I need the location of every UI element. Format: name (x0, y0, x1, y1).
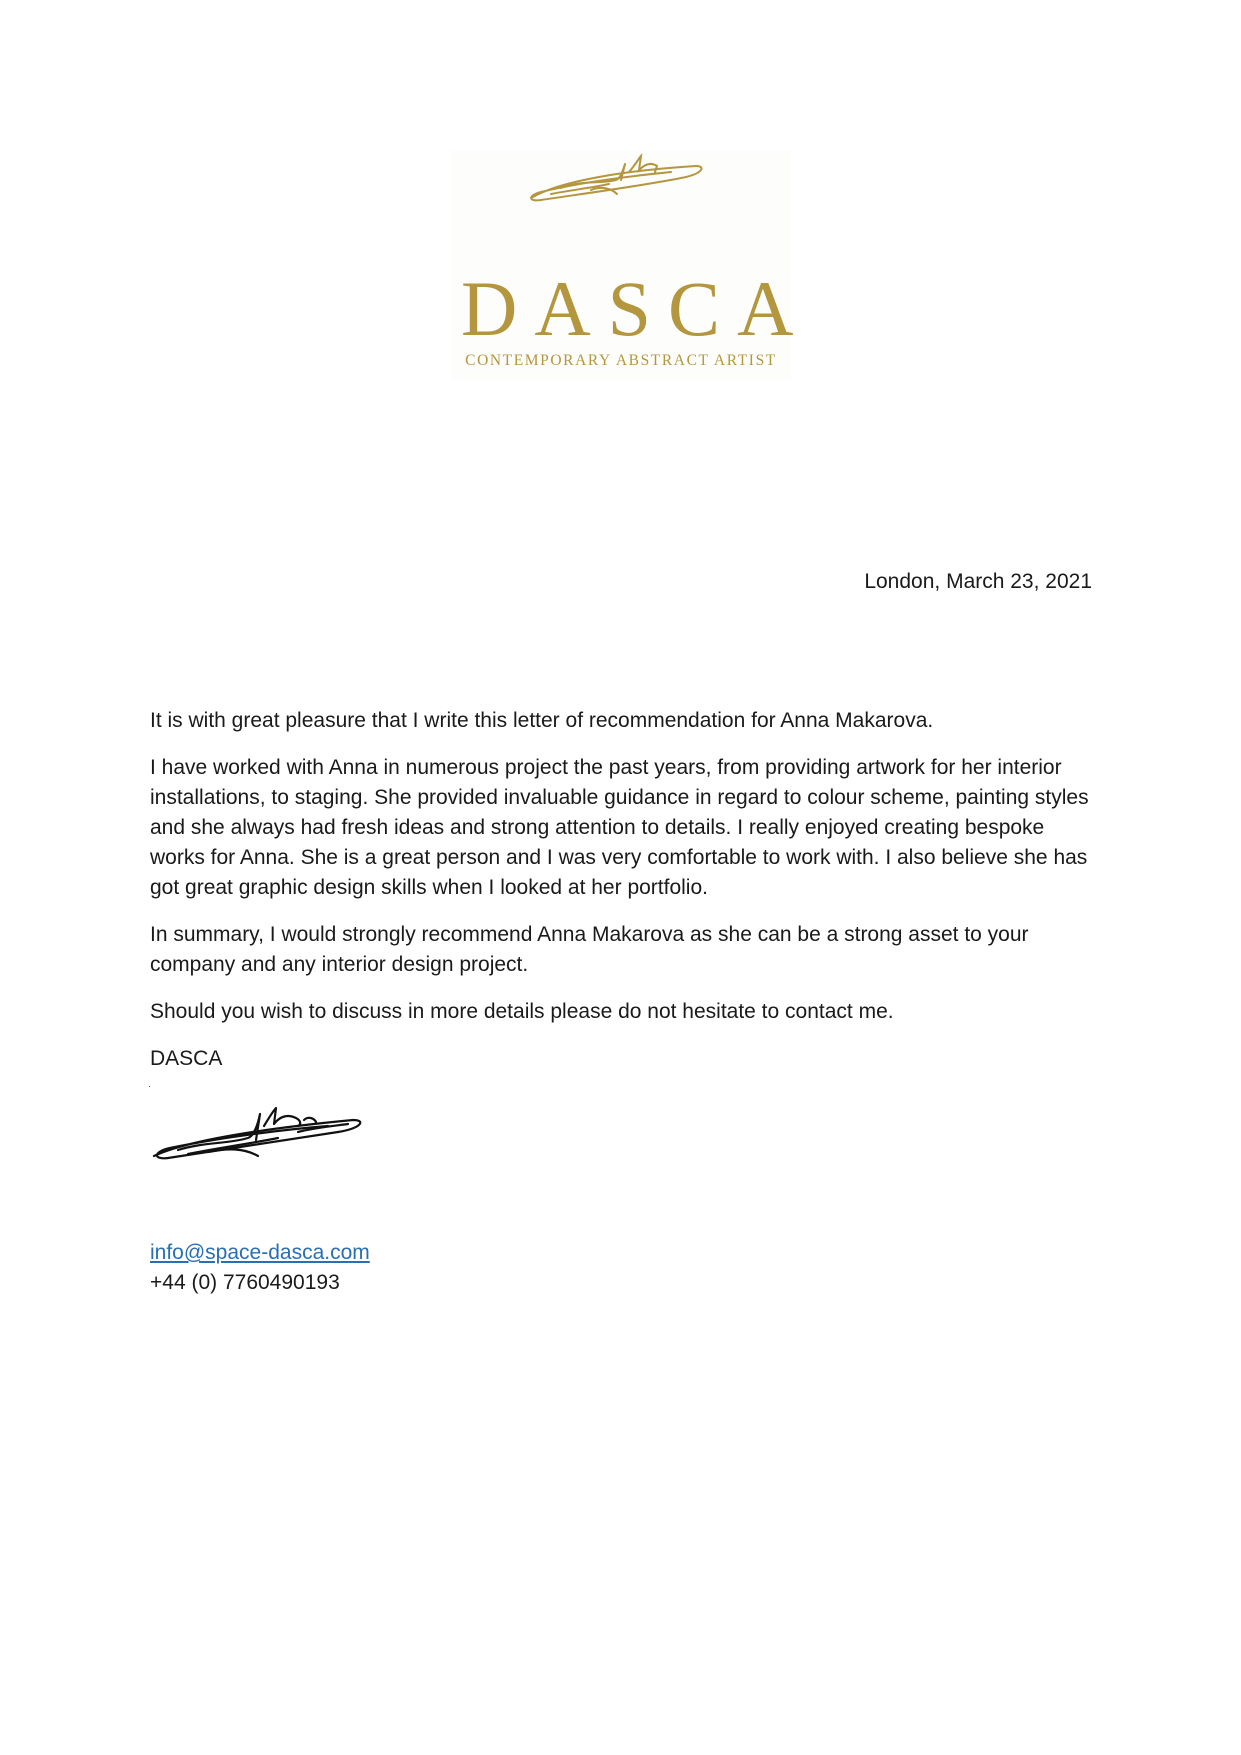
letter-body (150, 706, 1090, 1074)
handwritten-signature (148, 1098, 368, 1168)
contact-block (150, 1238, 370, 1298)
paragraph-summary: In summary, I would strongly recommend Anna Makarova as she can be a strong asset to your company and any interior design project. (150, 923, 1029, 976)
signoff-name: DASCA (150, 1047, 223, 1070)
logo-tagline: CONTEMPORARY ABSTRACT ARTIST (465, 352, 777, 369)
letter-date: London, March 23, 2021 (864, 570, 1092, 593)
signature-logo-mark (521, 150, 711, 210)
logo-name: DASCA (461, 265, 811, 352)
letterhead-logo (451, 150, 811, 380)
email-link[interactable]: info@space-dasca.com (150, 1241, 370, 1264)
paragraph-intro: It is with great pleasure that I write this letter of recommendation for Anna Makarova. (150, 709, 934, 732)
phone-number: +44 (0) 7760490193 (150, 1271, 340, 1294)
stray-dot (149, 1086, 150, 1087)
paragraph-contact-invite: Should you wish to discuss in more details please do not hesitate to contact me. (150, 1000, 894, 1023)
paragraph-experience: I have worked with Anna in numerous project the past years, from providing artwork for her interior installations, to staging. She provided invaluable guidance in regard to colour scheme, painting styles and she always had fresh ideas and strong attention to details. I really enjoyed creating bespoke works for Anna. She is a great person and I was very comfortable to work with. I also believe she has got great graphic design skills when I looked at her portfolio. (150, 756, 1089, 899)
